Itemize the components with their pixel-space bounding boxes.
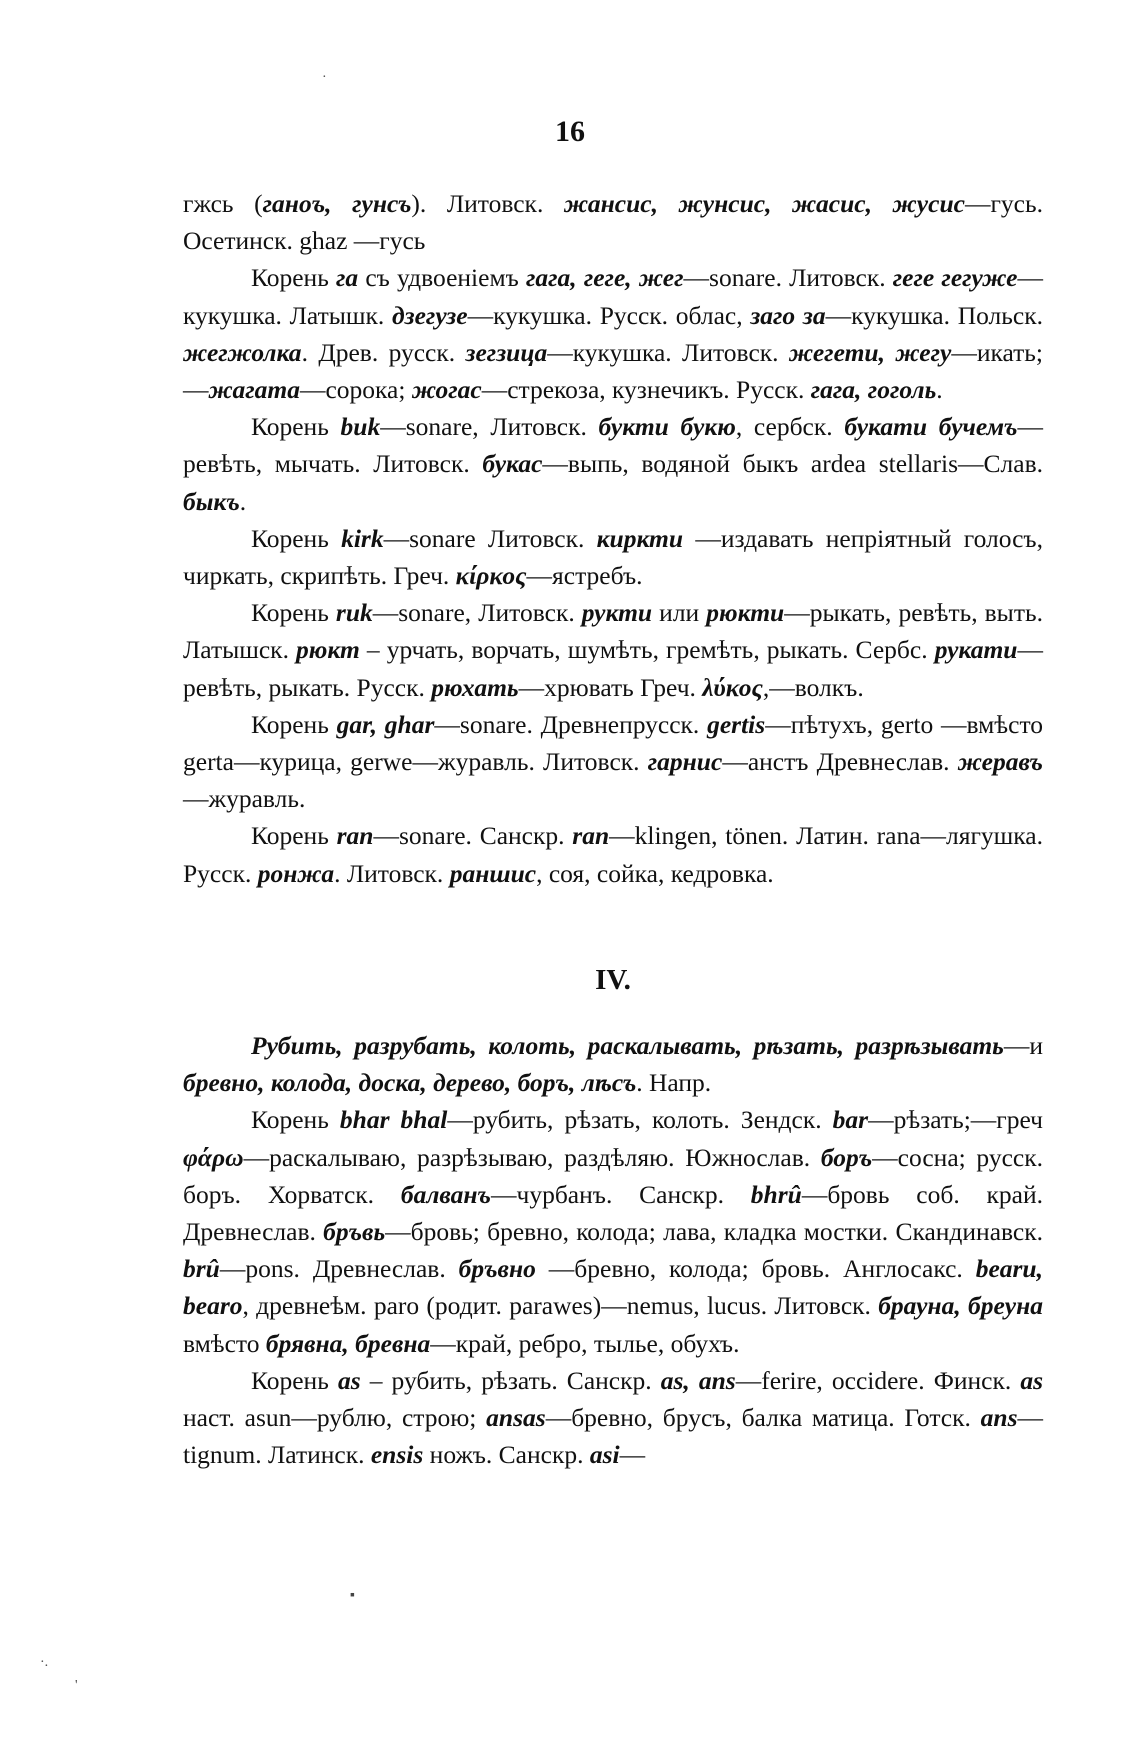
italic-term: геге гегуже (892, 263, 1018, 293)
text-run: —бровь; бревно, колода; лава, кладка мостки. Скандинавск. (385, 1217, 1043, 1247)
paragraph (183, 1362, 1043, 1474)
text-run: . Напр. (636, 1068, 712, 1098)
text-run: , соя, сойка, кедровка. (536, 858, 774, 888)
italic-term: ensis (370, 1440, 424, 1470)
paragraph (183, 817, 1043, 891)
text-run: —хрювать Греч. (518, 672, 703, 702)
italic-term: ans (980, 1403, 1018, 1433)
text-run: . (936, 375, 943, 405)
text-run: гжсь ( (183, 189, 263, 218)
italic-term: gertis (707, 709, 766, 739)
text-run: —рѣзать;—греч (868, 1105, 1043, 1135)
italic-term: рукти (581, 598, 653, 628)
text-run: —klingen, tönen. Латин. rana—лягушка. Русск. (183, 821, 1044, 888)
print-speck: ·. (40, 1655, 49, 1670)
text-run: —кукушка. Русск. облас, (467, 300, 751, 330)
italic-term: ганоъ, гунсъ (262, 189, 412, 218)
text-run: —sonare. Литовск. (683, 263, 893, 293)
italic-term: ran (336, 821, 374, 851)
text-run: Корень (251, 1365, 338, 1395)
italic-term: brû (183, 1254, 220, 1284)
italic-term: as (337, 1365, 361, 1395)
italic-term: жансис, жунсис, жасис, жусис (563, 189, 965, 218)
italic-term: быкъ (183, 486, 240, 516)
print-speck: ▪ (350, 1588, 355, 1603)
italic-term: дзегузе (391, 300, 468, 330)
text-run: —издавать непріятный голосъ, чиркать, скрипѣть. Греч. (183, 523, 1043, 591)
text-run: —и (1003, 1031, 1043, 1061)
italic-term: bar (832, 1105, 869, 1135)
paragraph (183, 259, 1043, 408)
text-run: —sonare, Литовск. (380, 412, 599, 442)
italic-term: ruk (335, 598, 373, 628)
italic-term: gar, ghar (336, 709, 435, 739)
text-run: ). Литовск. (411, 189, 564, 218)
paragraphs-after-section (183, 1027, 1043, 1473)
italic-term: бръвно (458, 1254, 536, 1284)
italic-term: asi (589, 1440, 620, 1470)
text-run: —рубить, рѣзать, колоть. Зендск. (447, 1105, 833, 1135)
italic-term: киркти (596, 523, 684, 553)
paragraph (183, 1027, 1043, 1101)
italic-term: as, ans (660, 1365, 736, 1395)
text-run: —sonare. Санскр. (373, 821, 573, 851)
paragraph (183, 408, 1043, 520)
text-run: —бровь соб. край. Древнеслав. (183, 1179, 1043, 1247)
italic-term: as (1020, 1365, 1043, 1395)
text-run: , древнеѣм. paro (родит. parawes)—nemus, lucus. Литовск. (242, 1291, 879, 1321)
text-run: —sonare. Древнепрусск. (434, 709, 708, 739)
text-run: —анстъ Древнеслав. (722, 747, 958, 777)
italic-term: букас (482, 449, 543, 479)
paragraph (183, 594, 1043, 706)
text-run: —ястребъ. (526, 561, 643, 591)
paragraph (183, 520, 1043, 594)
text-run: —край, ребро, тылье, обухъ. (430, 1328, 740, 1358)
text-run: . (239, 486, 247, 516)
italic-term: жеравъ (957, 747, 1043, 777)
text-run: —sonare, Литовск. (372, 598, 582, 628)
text-run: —ревѣть, рыкать. Русск. (183, 635, 1043, 702)
text-run: —гусь. Осетинск. ghaz —гусь (183, 189, 1043, 256)
text-run: Корень (251, 263, 337, 293)
text-run: – рубить, рѣзать. Санскр. (360, 1365, 661, 1395)
italic-term: buk (340, 412, 381, 442)
italic-term: ansas (486, 1403, 546, 1433)
text-run: —выпь, водяной быкъ ardea stellaris—Слав. (542, 449, 1043, 479)
text-run: или (652, 598, 707, 628)
italic-term: жегжолка (183, 337, 302, 367)
italic-term: бръвь (323, 1217, 386, 1247)
paragraph (183, 1101, 1043, 1361)
text-run: —ревѣть, мычать. Литовск. (183, 412, 1043, 479)
italic-term: kirk (341, 523, 384, 553)
italic-term: bhrû (750, 1179, 802, 1209)
italic-term: рюкти (706, 598, 785, 628)
italic-term: букти букю (598, 412, 736, 442)
print-speck: ' (75, 1678, 78, 1693)
italic-term: κίρκος (455, 561, 527, 591)
text-run: ,—волкъ. (762, 672, 864, 702)
text-run: Корень (251, 1105, 340, 1135)
italic-term: ронжа (257, 858, 335, 888)
text-run: —сосна; русск. боръ. Хорватск. (183, 1142, 1043, 1209)
text-run: , сербск. (735, 412, 845, 442)
italic-term: ran (572, 821, 610, 851)
text-run: —кукушка. Латышк. (183, 263, 1043, 330)
text-run: —бревно, колода; бровь. Англосакс. (535, 1254, 976, 1284)
italic-term: гарнис (647, 747, 723, 777)
italic-term: жегети, жегу (788, 337, 952, 367)
text-run: —pons. Древнеслав. (219, 1254, 459, 1284)
italic-term: φάρω (183, 1142, 244, 1172)
italic-term: га (336, 263, 359, 293)
text-run: —икать;— (183, 337, 1043, 405)
italic-term: гага, геге, жег (525, 263, 684, 293)
text-run: Корень (251, 709, 337, 739)
text-run: —пѣтухъ, gerto —вмѣсто gerta—курица, gerwe—журавль. Литовск. (183, 709, 1044, 777)
print-speck: · (322, 70, 327, 85)
italic-term: рюхать (431, 672, 519, 702)
italic-term: рукати (934, 635, 1018, 665)
body-text (183, 185, 1043, 1474)
italic-term: жагата (208, 375, 300, 405)
text-run: съ удвоеніемъ (358, 263, 526, 293)
paragraphs-before-section (183, 185, 1043, 892)
text-run: Корень (251, 598, 336, 628)
text-run: . Литовск. (334, 858, 450, 888)
text-run: —ferire, occidere. Финск. (735, 1365, 1021, 1395)
text-run: . Древ. русск. (301, 337, 466, 367)
italic-term: боръ (820, 1142, 873, 1172)
text-run: – урчать, ворчать, шумѣть, гремѣть, рыкать. Сербс. (359, 635, 935, 665)
text-run: Корень (251, 821, 337, 851)
text-run: ножъ. Санскр. (423, 1440, 590, 1470)
page-number: 16 (555, 115, 585, 148)
paragraph (183, 185, 1043, 259)
text-run: —чурбанъ. Санскр. (491, 1179, 751, 1209)
text-run: Корень (251, 523, 342, 553)
italic-term: жогас (411, 375, 482, 405)
italic-term: Рубить, разрубать, колоть, раскалывать, рѣзать, разрѣзывать (251, 1031, 1004, 1061)
text-run: —раскалываю, разрѣзываю, раздѣляю. Южнослав. (243, 1142, 821, 1172)
text-run: —рыкать, ревѣть, выть. Латышск. (183, 598, 1043, 665)
section-heading: IV. (595, 963, 631, 996)
italic-term: раншис (449, 858, 537, 888)
italic-term: бревно, колода, доска, дерево, боръ, лѣсъ (183, 1068, 637, 1098)
italic-term: брявна, бревна (265, 1328, 431, 1358)
italic-term: λύκος (702, 672, 763, 702)
text-run: — (619, 1440, 646, 1470)
text-run: —кукушка. Польск. (825, 300, 1043, 330)
italic-term: bearu, bearo (183, 1254, 1043, 1321)
text-run: Корень (251, 412, 341, 442)
text-run: —стрекоза, кузнечикъ. Русск. (481, 375, 811, 405)
italic-term: букати бучемъ (844, 412, 1018, 442)
paragraph (183, 706, 1043, 818)
text-run: —сорока; (299, 375, 412, 405)
text-run: —бревно, брусъ, балка матица. Готск. (545, 1403, 981, 1433)
italic-term: балванъ (400, 1179, 491, 1209)
italic-term: брауна, бреуна (878, 1291, 1043, 1321)
text-run: —sonare Литовск. (383, 523, 597, 553)
text-run: —кукушка. Литовск. (547, 337, 789, 367)
italic-term: зегзица (465, 337, 548, 367)
text-run: —журавль. (183, 784, 306, 814)
text-run: вмѣсто (183, 1328, 266, 1358)
italic-term: рюкт (296, 635, 360, 665)
text-run: —tignum. Латинск. (183, 1403, 1044, 1470)
italic-term: bhar bhal (339, 1105, 448, 1135)
italic-term: гага, гоголь (810, 375, 937, 405)
italic-term: заго за (750, 300, 826, 330)
text-run: наст. asun—рублю, строю; (183, 1403, 487, 1433)
